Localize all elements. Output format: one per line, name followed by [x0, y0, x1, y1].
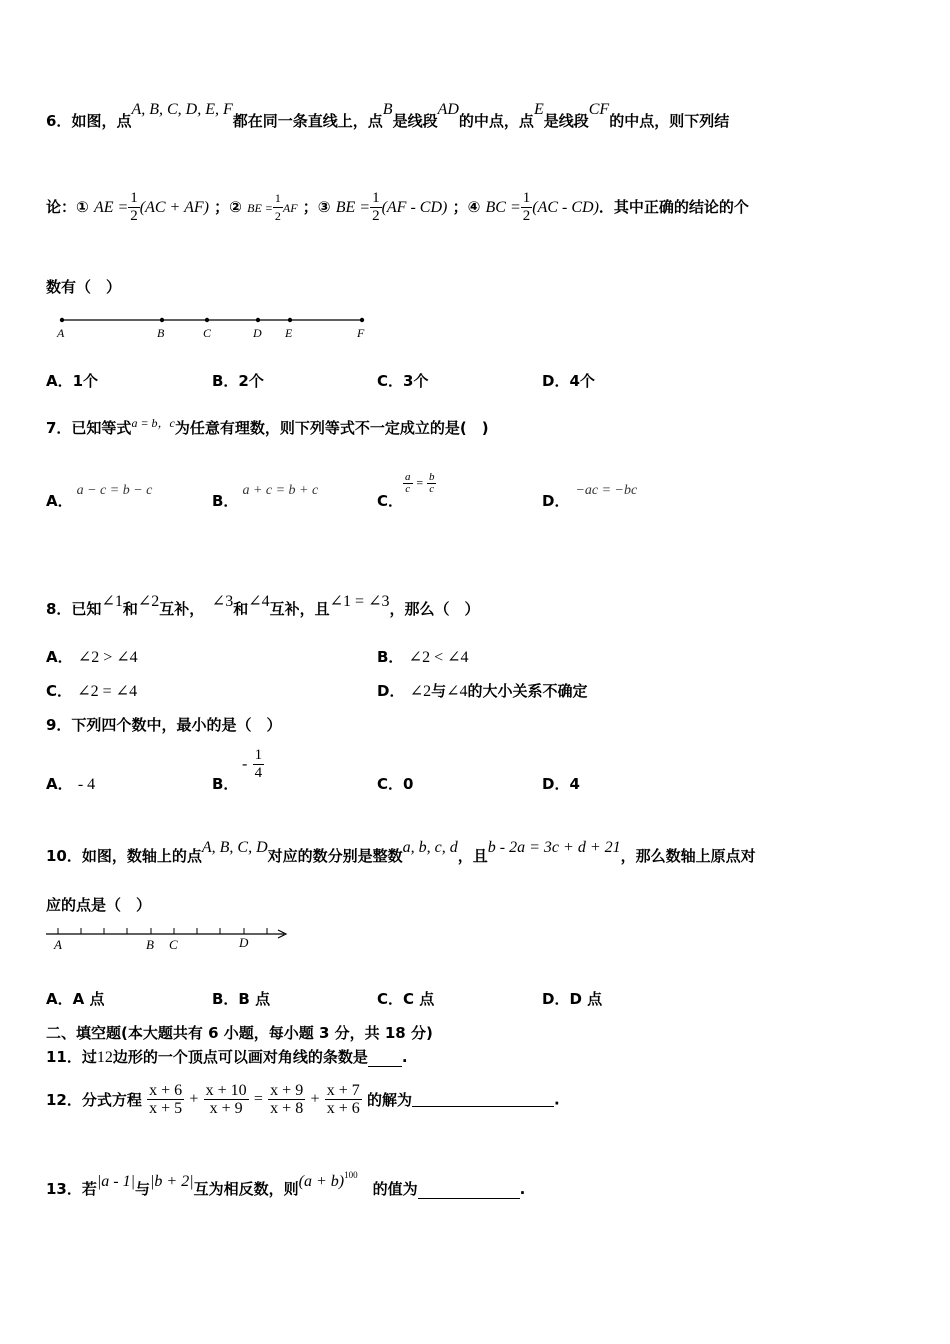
q6-label-e: E	[285, 326, 293, 340]
q7-option-b[interactable]: B．a + c = b + c	[212, 483, 319, 510]
q7-option-a[interactable]: A．a − c = b − c	[46, 483, 153, 510]
q6-stem-line1: 6．如图，点A, B, C, D, E, F都在同一条直线上，点B是线段AD的中点，点E是线段CF的中点，则下列结	[46, 101, 730, 130]
q6-conclusions: 论：① AE = $\frac{1}{2}$ (AC + AF) ；② BE = $\frac{1}{2}$ AF ；③ BE = $\frac{1}{2}$ (AF - CD) ；④ BC = $\frac{1}{2}$ (AC - CD)．其中正确的结论的个	[46, 190, 749, 224]
q9-option-a[interactable]: A． - 4	[46, 775, 96, 793]
q6-label-f: F	[357, 326, 365, 340]
q10-option-a[interactable]: A．A 点	[46, 990, 105, 1008]
q6-c1: AE =	[93, 199, 129, 216]
q6-label-c: C	[203, 326, 212, 340]
q6-dot-d	[256, 318, 260, 322]
q6-number: 6．	[46, 112, 72, 130]
q10-label-b: B	[146, 937, 154, 952]
q8-option-d[interactable]: D． ∠2与∠4的大小关系不确定	[377, 682, 588, 700]
q12-answer-blank[interactable]	[412, 1092, 554, 1107]
q6-label-a: A	[57, 326, 65, 340]
q8-option-b[interactable]: B． ∠2 < ∠4	[377, 648, 469, 666]
q10-label-a: A	[54, 937, 62, 952]
q6-points: A, B, C, D, E, F	[131, 101, 233, 118]
q6-line-diagram	[50, 312, 380, 342]
q6-dot-c	[205, 318, 209, 322]
q6-option-c[interactable]: C．3个	[377, 372, 429, 390]
q10-option-d[interactable]: D．D 点	[542, 990, 603, 1008]
q8-option-a[interactable]: A． ∠2 > ∠4	[46, 648, 138, 666]
q10-option-c[interactable]: C．C 点	[377, 990, 435, 1008]
q7-option-c[interactable]: C． $\frac{a}{c}$ = $\frac{b}{c}$	[377, 471, 435, 510]
q8-option-c[interactable]: C． ∠2 = ∠4	[46, 682, 138, 700]
q8-stem: 8．已知∠1和∠2互补， ∠3和∠4互补，且∠1 = ∠3，那么（ ）	[46, 593, 480, 618]
q6-c3: BE =	[335, 199, 371, 216]
q13-answer-blank[interactable]	[418, 1198, 520, 1199]
q10-label-c: C	[169, 937, 178, 952]
q9-option-b[interactable]: B． - $\frac{1}{4}$	[212, 747, 263, 793]
q6-option-d[interactable]: D．4个	[542, 372, 595, 390]
q6-c2: BE =	[247, 201, 273, 215]
q10-label-d: D	[239, 935, 249, 950]
q11: 11．过12边形的一个顶点可以画对角线的条数是 .	[46, 1048, 408, 1066]
q6-option-a[interactable]: A．1个	[46, 372, 99, 390]
q13: 13．若|a - 1|与|b + 2|互为相反数，则$(a + b)^{100}$ 的值为 .	[46, 1170, 526, 1198]
q11-answer-blank[interactable]	[368, 1066, 402, 1067]
section-2-heading: 二、填空题(本大题共有 6 小题，每小题 3 分，共 18 分)	[46, 1024, 433, 1042]
q6-label-b: B	[157, 326, 165, 340]
q10-option-b[interactable]: B．B 点	[212, 990, 271, 1008]
q9-option-c[interactable]: C．0	[377, 775, 414, 793]
q9-option-d[interactable]: D．4	[542, 775, 580, 793]
q6-label-d: D	[253, 326, 262, 340]
q6-stem-line3: 数有（ ）	[46, 278, 122, 296]
q6-c4: BC =	[485, 199, 521, 216]
q10-stem-line2: 应的点是（ ）	[46, 896, 152, 914]
q7-stem: 7．已知等式$^{a = b,c}$为任意有理数，则下列等式不一定成立的是( )	[46, 416, 489, 437]
q9-stem: 9．下列四个数中，最小的是（ ）	[46, 716, 282, 734]
q12: 12．分式方程 $\frac{x + 6}{x + 5}$ + $\frac{x + 10}{x + 9}$ = $\frac{x + 9}{x + 8}$ + $\frac{x + 7}{x + 6}$ 的解为 .	[46, 1082, 560, 1117]
q6-dot-a	[60, 318, 64, 322]
q6-dot-b	[160, 318, 164, 322]
q6-dot-e	[288, 318, 292, 322]
q6-option-b[interactable]: B．2个	[212, 372, 264, 390]
q7-option-d[interactable]: D．−ac = −bc	[542, 483, 638, 510]
q10-number-line	[44, 922, 294, 954]
q6-dot-f	[360, 318, 364, 322]
q10-stem-line1: 10．如图，数轴上的点A, B, C, D对应的数分别是整数a, b, c, d，且b - 2a = 3c + d + 21，那么数轴上原点对	[46, 839, 756, 865]
